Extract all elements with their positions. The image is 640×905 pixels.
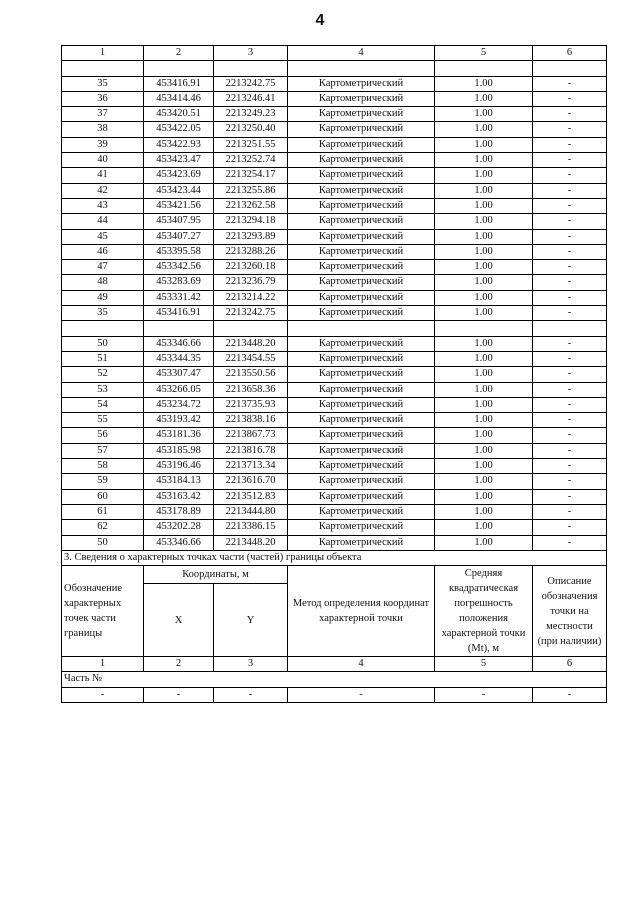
point-row — [62, 183, 607, 198]
coord-x: 453185.98 — [144, 443, 214, 458]
error: 1.00 — [435, 107, 533, 122]
method: Картометрический — [288, 229, 435, 244]
col-num: 1 — [62, 46, 144, 61]
point-number: 38 — [62, 122, 144, 137]
coord-x: 453407.95 — [144, 214, 214, 229]
point-number: 50 — [62, 336, 144, 351]
coords-header: Координаты, м — [144, 566, 288, 584]
coord-y: 2213444.80 — [214, 504, 288, 519]
point-number: 40 — [62, 153, 144, 168]
coord-x: 453283.69 — [144, 275, 214, 290]
point-number: 56 — [62, 428, 144, 443]
error: 1.00 — [435, 382, 533, 397]
error: 1.00 — [435, 290, 533, 305]
description: - — [533, 351, 607, 366]
col-num: 5 — [435, 46, 533, 61]
coord-x: 453407.27 — [144, 229, 214, 244]
coord-x: 453420.51 — [144, 107, 214, 122]
coord-x: 453331.42 — [144, 290, 214, 305]
point-row — [62, 397, 607, 412]
error: 1.00 — [435, 489, 533, 504]
point-number: 39 — [62, 137, 144, 152]
error: 1.00 — [435, 153, 533, 168]
method: Картометрический — [288, 183, 435, 198]
point-number: 58 — [62, 459, 144, 474]
point-row — [62, 382, 607, 397]
description: - — [533, 214, 607, 229]
method: Картометрический — [288, 198, 435, 213]
col-num: 5 — [435, 657, 533, 672]
coord-x: 453342.56 — [144, 260, 214, 275]
part-row — [62, 672, 607, 687]
point-number: 36 — [62, 91, 144, 106]
error: 1.00 — [435, 351, 533, 366]
method: Картометрический — [288, 168, 435, 183]
col-num: 3 — [214, 657, 288, 672]
method: Картометрический — [288, 413, 435, 428]
method: Картометрический — [288, 459, 435, 474]
error: 1.00 — [435, 336, 533, 351]
error: 1.00 — [435, 76, 533, 91]
coord-y: 2213386.15 — [214, 520, 288, 535]
error: 1.00 — [435, 260, 533, 275]
coord-x: 453423.69 — [144, 168, 214, 183]
point-number: 57 — [62, 443, 144, 458]
method: Картометрический — [288, 76, 435, 91]
section-3-column-number-row — [62, 657, 607, 672]
point-row — [62, 367, 607, 382]
error: 1.00 — [435, 168, 533, 183]
point-number: 54 — [62, 397, 144, 412]
point-number: 51 — [62, 351, 144, 366]
description: - — [533, 244, 607, 259]
coord-y: 2213454.55 — [214, 351, 288, 366]
error: 1.00 — [435, 183, 533, 198]
description: - — [533, 91, 607, 106]
description: - — [533, 229, 607, 244]
error: 1.00 — [435, 244, 533, 259]
empty-cell: - — [288, 687, 435, 702]
method: Картометрический — [288, 504, 435, 519]
error: 1.00 — [435, 535, 533, 550]
col-num: 3 — [214, 46, 288, 61]
coord-x: 453307.47 — [144, 367, 214, 382]
description: - — [533, 459, 607, 474]
empty-data-row — [62, 687, 607, 702]
empty-cell: - — [144, 687, 214, 702]
error-header: Средняя квадратическая погрешность положения характерной точки (Mt), м — [435, 566, 533, 657]
coord-x: 453423.44 — [144, 183, 214, 198]
description: - — [533, 137, 607, 152]
coord-x: 453423.47 — [144, 153, 214, 168]
empty-cell: - — [533, 687, 607, 702]
col-num: 2 — [144, 46, 214, 61]
description: - — [533, 535, 607, 550]
x-header: X — [144, 584, 214, 657]
coord-x: 453421.56 — [144, 198, 214, 213]
method: Картометрический — [288, 520, 435, 535]
designation-header: Обозначение характерных точек части границы — [62, 566, 144, 657]
method: Картометрический — [288, 336, 435, 351]
coord-y: 2213288.26 — [214, 244, 288, 259]
coord-y: 2213242.75 — [214, 306, 288, 321]
error: 1.00 — [435, 428, 533, 443]
point-number: 35 — [62, 306, 144, 321]
col-num: 4 — [288, 46, 435, 61]
description: - — [533, 489, 607, 504]
coord-x: 453422.93 — [144, 137, 214, 152]
coord-y: 2213713.34 — [214, 459, 288, 474]
coord-y: 2213294.18 — [214, 214, 288, 229]
coord-x: 453416.91 — [144, 76, 214, 91]
point-number: 55 — [62, 413, 144, 428]
coordinates-table — [61, 45, 607, 703]
point-row — [62, 474, 607, 489]
blank-row — [62, 61, 607, 76]
coord-y: 2213254.17 — [214, 168, 288, 183]
point-row — [62, 153, 607, 168]
col-num: 2 — [144, 657, 214, 672]
description: - — [533, 336, 607, 351]
description: - — [533, 382, 607, 397]
point-row — [62, 459, 607, 474]
point-number: 35 — [62, 76, 144, 91]
point-row — [62, 260, 607, 275]
coord-y: 2213252.74 — [214, 153, 288, 168]
point-number: 37 — [62, 107, 144, 122]
error: 1.00 — [435, 443, 533, 458]
method: Картометрический — [288, 275, 435, 290]
error: 1.00 — [435, 137, 533, 152]
point-number: 53 — [62, 382, 144, 397]
part-label: Часть № — [62, 672, 607, 687]
error: 1.00 — [435, 122, 533, 137]
coord-x: 453395.58 — [144, 244, 214, 259]
empty-cell: - — [214, 687, 288, 702]
col-num: 6 — [533, 657, 607, 672]
point-row — [62, 306, 607, 321]
coord-x: 453234.72 — [144, 397, 214, 412]
point-row — [62, 520, 607, 535]
coord-y: 2213293.89 — [214, 229, 288, 244]
empty-cell: - — [62, 687, 144, 702]
error: 1.00 — [435, 214, 533, 229]
method: Картометрический — [288, 474, 435, 489]
coord-x: 453181.36 — [144, 428, 214, 443]
coord-y: 2213250.40 — [214, 122, 288, 137]
point-row — [62, 244, 607, 259]
method: Картометрический — [288, 489, 435, 504]
method: Картометрический — [288, 107, 435, 122]
point-number: 62 — [62, 520, 144, 535]
point-number: 44 — [62, 214, 144, 229]
description: - — [533, 275, 607, 290]
coord-x: 453196.46 — [144, 459, 214, 474]
coord-y: 2213262.58 — [214, 198, 288, 213]
method: Картометрический — [288, 367, 435, 382]
coord-y: 2213735.93 — [214, 397, 288, 412]
empty-cell: - — [435, 687, 533, 702]
error: 1.00 — [435, 504, 533, 519]
point-row — [62, 122, 607, 137]
point-row — [62, 91, 607, 106]
error: 1.00 — [435, 91, 533, 106]
error: 1.00 — [435, 413, 533, 428]
coord-y: 2213867.73 — [214, 428, 288, 443]
method: Картометрический — [288, 382, 435, 397]
error: 1.00 — [435, 275, 533, 290]
point-number: 46 — [62, 244, 144, 259]
blank-row — [62, 321, 607, 336]
error: 1.00 — [435, 520, 533, 535]
method: Картометрический — [288, 153, 435, 168]
point-row — [62, 443, 607, 458]
method: Картометрический — [288, 137, 435, 152]
method: Картометрический — [288, 351, 435, 366]
point-row — [62, 535, 607, 550]
point-row — [62, 229, 607, 244]
error: 1.00 — [435, 459, 533, 474]
description: - — [533, 428, 607, 443]
error: 1.00 — [435, 229, 533, 244]
method: Картометрический — [288, 214, 435, 229]
point-row — [62, 107, 607, 122]
point-row — [62, 214, 607, 229]
coord-y: 2213816.78 — [214, 443, 288, 458]
description: - — [533, 504, 607, 519]
coord-y: 2213512.83 — [214, 489, 288, 504]
description: - — [533, 107, 607, 122]
point-row — [62, 489, 607, 504]
coord-x: 453346.66 — [144, 336, 214, 351]
error: 1.00 — [435, 367, 533, 382]
col-num: 1 — [62, 657, 144, 672]
method: Картометрический — [288, 290, 435, 305]
point-number: 48 — [62, 275, 144, 290]
point-number: 49 — [62, 290, 144, 305]
description: - — [533, 397, 607, 412]
coord-y: 2213246.41 — [214, 91, 288, 106]
point-row — [62, 198, 607, 213]
point-number: 45 — [62, 229, 144, 244]
coord-y: 2213658.36 — [214, 382, 288, 397]
method: Картометрический — [288, 91, 435, 106]
col-num: 6 — [533, 46, 607, 61]
description: - — [533, 168, 607, 183]
coord-x: 453193.42 — [144, 413, 214, 428]
col-num: 4 — [288, 657, 435, 672]
description: - — [533, 76, 607, 91]
coord-x: 453416.91 — [144, 306, 214, 321]
method: Картометрический — [288, 306, 435, 321]
column-number-row — [62, 46, 607, 61]
method: Картометрический — [288, 428, 435, 443]
coord-y: 2213255.86 — [214, 183, 288, 198]
point-number: 43 — [62, 198, 144, 213]
point-number: 42 — [62, 183, 144, 198]
point-number: 61 — [62, 504, 144, 519]
coord-y: 2213550.56 — [214, 367, 288, 382]
point-row — [62, 504, 607, 519]
description: - — [533, 443, 607, 458]
method: Картометрический — [288, 535, 435, 550]
point-number: 47 — [62, 260, 144, 275]
point-row — [62, 137, 607, 152]
coord-x: 453422.05 — [144, 122, 214, 137]
coord-y: 2213251.55 — [214, 137, 288, 152]
method: Картометрический — [288, 244, 435, 259]
description: - — [533, 474, 607, 489]
point-row — [62, 351, 607, 366]
coord-x: 453414.46 — [144, 91, 214, 106]
error: 1.00 — [435, 397, 533, 412]
point-row — [62, 336, 607, 351]
description: - — [533, 367, 607, 382]
method: Картометрический — [288, 260, 435, 275]
coord-y: 2213838.16 — [214, 413, 288, 428]
coord-x: 453346.66 — [144, 535, 214, 550]
page-number: 4 — [315, 12, 325, 29]
description: - — [533, 198, 607, 213]
section-3-header-row-1 — [62, 566, 607, 584]
point-number: 50 — [62, 535, 144, 550]
coord-y: 2213448.20 — [214, 535, 288, 550]
error: 1.00 — [435, 474, 533, 489]
method: Картометрический — [288, 397, 435, 412]
coord-x: 453178.89 — [144, 504, 214, 519]
method-header: Метод определения координат характерной точки — [288, 566, 435, 657]
section-3-title: 3. Сведения о характерных точках части (частей) границы объекта — [62, 550, 607, 565]
coord-y: 2213242.75 — [214, 76, 288, 91]
point-row — [62, 413, 607, 428]
point-number: 59 — [62, 474, 144, 489]
description: - — [533, 122, 607, 137]
coord-y: 2213236.79 — [214, 275, 288, 290]
coord-x: 453344.35 — [144, 351, 214, 366]
coord-y: 2213616.70 — [214, 474, 288, 489]
description: - — [533, 183, 607, 198]
description: - — [533, 153, 607, 168]
description: - — [533, 520, 607, 535]
section-3-title-row — [62, 550, 607, 565]
description-header: Описание обозначения точки на местности (при наличии) — [533, 566, 607, 657]
description: - — [533, 260, 607, 275]
y-header: Y — [214, 584, 288, 657]
point-row — [62, 168, 607, 183]
coord-x: 453202.28 — [144, 520, 214, 535]
point-number: 41 — [62, 168, 144, 183]
point-number: 60 — [62, 489, 144, 504]
coord-x: 453184.13 — [144, 474, 214, 489]
method: Картометрический — [288, 122, 435, 137]
coord-y: 2213260.18 — [214, 260, 288, 275]
point-row — [62, 275, 607, 290]
point-number: 52 — [62, 367, 144, 382]
point-row — [62, 290, 607, 305]
method: Картометрический — [288, 443, 435, 458]
coord-x: 453163.42 — [144, 489, 214, 504]
coord-y: 2213214.22 — [214, 290, 288, 305]
description: - — [533, 306, 607, 321]
description: - — [533, 290, 607, 305]
description: - — [533, 413, 607, 428]
coord-y: 2213448.20 — [214, 336, 288, 351]
point-row — [62, 428, 607, 443]
error: 1.00 — [435, 198, 533, 213]
coord-x: 453266.05 — [144, 382, 214, 397]
point-row — [62, 76, 607, 91]
coord-y: 2213249.23 — [214, 107, 288, 122]
error: 1.00 — [435, 306, 533, 321]
